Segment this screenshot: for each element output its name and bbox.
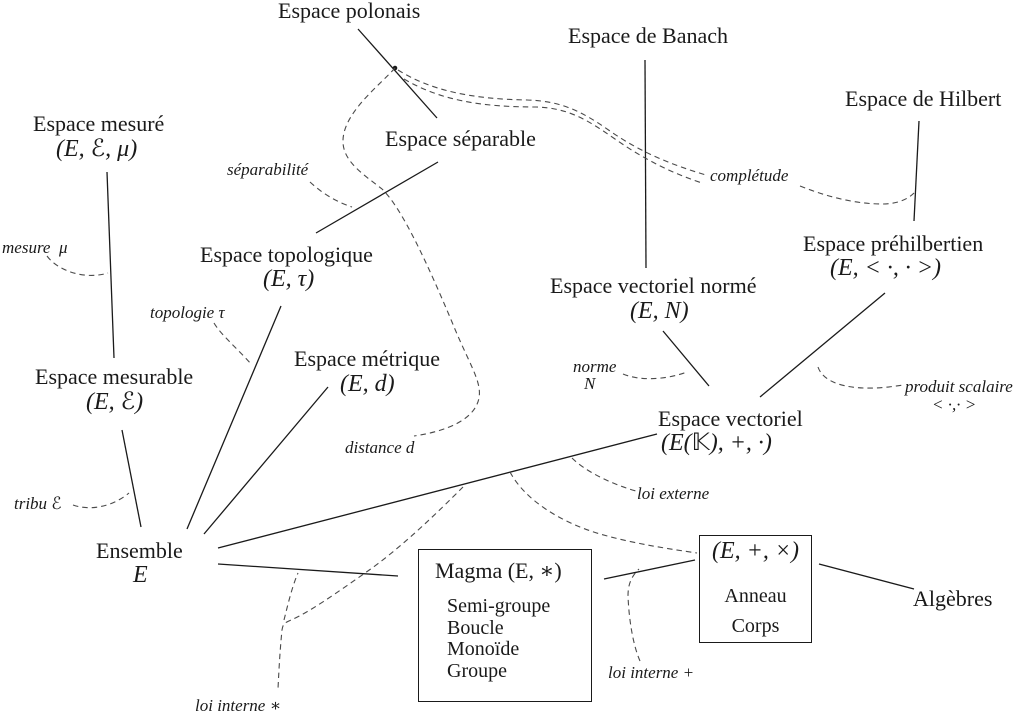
label-norme-line1: norme xyxy=(573,357,617,376)
node-espace-mesurable: Espace mesurable xyxy=(35,364,194,389)
node-algebres: Algèbres xyxy=(913,586,993,611)
ann-produit-scalaire-curve xyxy=(818,367,903,388)
node-espace-prehilbertien: Espace préhilbertien xyxy=(803,231,984,256)
node-espace-vectoriel: Espace vectoriel xyxy=(658,406,803,431)
ann-mesure-curve xyxy=(47,256,108,275)
node-espace-de-hilbert: Espace de Hilbert xyxy=(845,86,1002,111)
ann-loi-interne-etoile-branch xyxy=(284,573,298,620)
ann-separabilite-curve xyxy=(310,182,352,207)
edge-separable-topologique xyxy=(316,162,438,233)
edge-mesure-mesurable xyxy=(107,172,114,358)
edge-vectoriel-norme-vectoriel xyxy=(663,331,709,386)
label-tribu: tribu ℰ xyxy=(14,494,62,513)
node-espace-vectoriel-norme-formula: (E, N) xyxy=(630,298,689,324)
magma-box xyxy=(418,549,592,702)
label-norme-line2: N xyxy=(584,374,596,393)
label-loi-externe: loi externe xyxy=(637,484,710,503)
magma-box-items xyxy=(447,596,550,682)
anneau-box-title: (E, +, ×) xyxy=(711,538,800,564)
edge-magma-anneau xyxy=(604,560,695,579)
edge-topologique-ensemble xyxy=(187,306,281,529)
edge-ensemble-vectoriel xyxy=(218,434,657,548)
label-produit-scalaire-symbol: < ·,· > xyxy=(932,395,977,414)
ann-tribu-curve xyxy=(73,493,129,508)
node-espace-topologique-formula: (E, τ) xyxy=(263,266,315,292)
node-espace-mesure-formula: (E, ℰ, μ) xyxy=(56,136,138,162)
ann-topologie-curve xyxy=(214,323,251,364)
node-espace-vectoriel-formula: (E(𝕂), +, ·) xyxy=(661,430,772,456)
ann-loi-interne-plus-curve xyxy=(628,569,640,661)
magma-box-title: Magma (E, ∗) xyxy=(435,558,562,583)
ann-norme-curve xyxy=(623,372,687,379)
node-espace-prehilbertien-formula: (E, < ·, · >) xyxy=(830,255,942,281)
edge-hilbert-prehilbertien xyxy=(914,121,919,221)
label-topologie-tau: topologie τ xyxy=(150,303,225,322)
magma-item-semi-groupe: Semi-groupe xyxy=(447,595,551,617)
node-espace-metrique: Espace métrique xyxy=(294,346,440,371)
label-loi-interne-etoile: loi interne ∗ xyxy=(195,696,282,711)
magma-item-boucle: Boucle xyxy=(447,616,504,639)
label-separabilite: séparabilité xyxy=(227,160,309,179)
edge-polonais-separable xyxy=(358,29,437,118)
node-espace-de-banach: Espace de Banach xyxy=(568,23,729,48)
anneau-corps-box xyxy=(699,535,812,643)
anneau-item-anneau: Anneau xyxy=(724,585,787,607)
edge-banach-vectoriel-norme xyxy=(645,60,646,268)
edge-anneau-algebres xyxy=(819,564,914,589)
node-espace-topologique: Espace topologique xyxy=(200,242,373,267)
node-espace-vectoriel-norme: Espace vectoriel normé xyxy=(550,273,757,298)
node-espace-mesure: Espace mesuré xyxy=(33,111,165,136)
node-espace-mesurable-formula: (E, ℰ) xyxy=(86,389,144,415)
label-mesure-mu: mesure μ xyxy=(2,238,68,257)
ann-completude-curve-a xyxy=(398,70,706,175)
magma-item-groupe: Groupe xyxy=(447,659,507,682)
edge-metrique-ensemble xyxy=(204,387,328,534)
label-completude: complétude xyxy=(710,166,789,185)
node-espace-separable: Espace séparable xyxy=(385,126,536,151)
label-loi-interne-plus: loi interne + xyxy=(608,663,695,682)
ann-loi-externe-curve xyxy=(572,458,636,491)
node-espace-polonais: Espace polonais xyxy=(278,0,421,23)
label-produit-scalaire: produit scalaire xyxy=(905,377,1013,396)
node-ensemble-formula: E xyxy=(133,562,148,588)
anneau-item-corps: Corps xyxy=(731,615,780,637)
edge-ensemble-magma xyxy=(218,564,398,576)
magma-item-monoide: Monoïde xyxy=(447,638,520,660)
ann-completude-curve-right xyxy=(800,186,914,204)
node-espace-metrique-formula: (E, d) xyxy=(340,371,395,397)
label-distance-d: distance d xyxy=(345,438,415,457)
node-ensemble: Ensemble xyxy=(96,538,183,563)
anneau-box-items xyxy=(700,581,811,641)
edge-mesurable-ensemble xyxy=(122,430,141,527)
edge-prehilbertien-vectoriel xyxy=(760,293,885,397)
